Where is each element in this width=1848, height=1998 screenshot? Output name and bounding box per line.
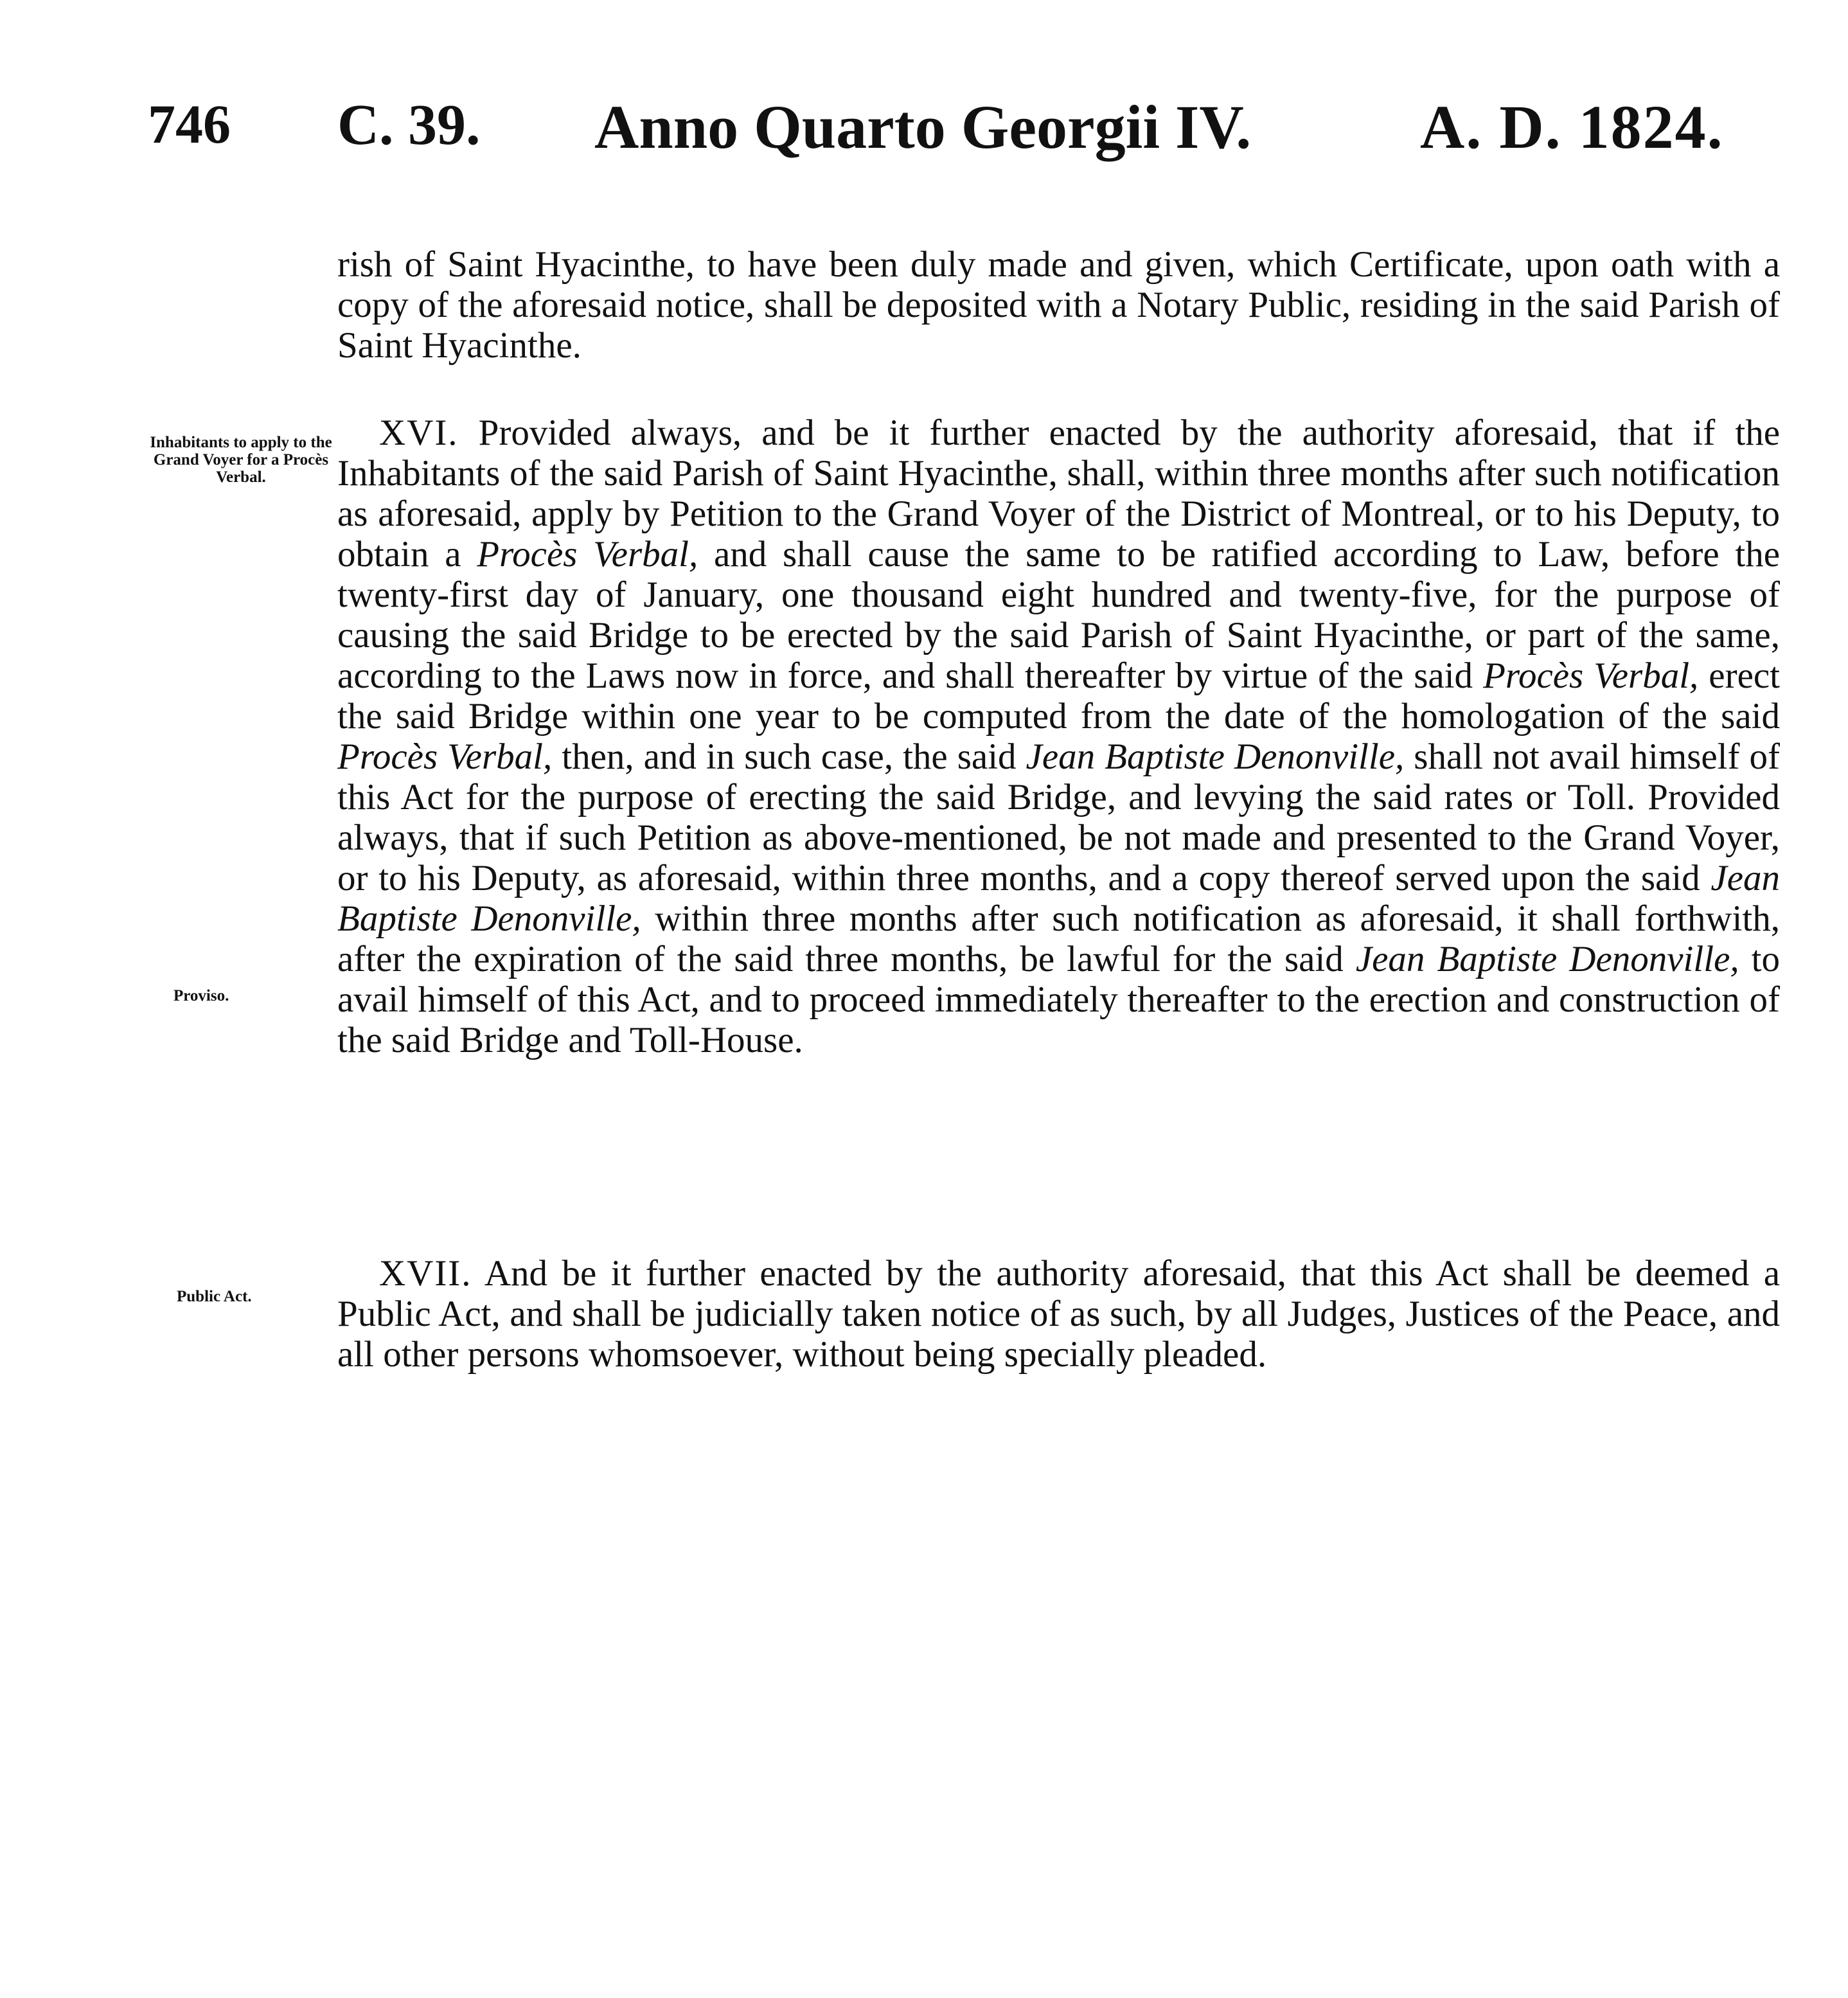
- margin-note-inhabitants: Inhabitants to apply to the Grand Voyer for a Procès Verbal.: [150, 434, 332, 486]
- section-xvii: [337, 1253, 1780, 1375]
- running-title: Anno Quarto Georgii IV.: [594, 93, 1252, 161]
- italic-term: Procès Verbal,: [477, 534, 698, 575]
- continuation-text: rish of Saint Hyacinthe, to have been duly made and given, which Certificate, upon oath with a copy of the aforesaid notice, shall be deposited with a Notary Public, residing in the said Parish of Saint Hyacinthe.: [337, 244, 1780, 366]
- italic-term: Procès Verbal,: [1483, 656, 1699, 696]
- section-xvii-text: [337, 1253, 1780, 1375]
- section-number: XVII.: [379, 1253, 472, 1294]
- italic-name: Jean Baptiste Denonville,: [337, 858, 1780, 939]
- margin-note-proviso: Proviso.: [173, 987, 229, 1004]
- section-text-run: to avail himself of this Act, and to proceed immediately thereafter to the erection and construction of the said Bridge and Toll-House.: [337, 939, 1780, 1060]
- year-date: A. D. 1824.: [1420, 93, 1724, 161]
- italic-term: Procès Verbal,: [337, 736, 553, 777]
- section-text-run: then, and in such case, the said: [552, 736, 1026, 777]
- section-xvi-text: [337, 413, 1780, 1060]
- continuation-paragraph: [337, 244, 1780, 366]
- section-xvi: [337, 413, 1780, 1060]
- chapter-number: C. 39.: [337, 93, 481, 157]
- section-number: XVI.: [379, 413, 459, 453]
- section-text-run: shall not avail himself of this Act for the purpose of erecting the said Bridge, and levying the said rates or Toll. Provided always, that if such Petition as above-mentioned, be not made and presented to the Grand Voyer, or to his Deputy, as aforesaid, within three months, and a copy thereof served upon the said: [337, 736, 1780, 898]
- margin-note-public-act: Public Act.: [177, 1288, 252, 1305]
- section-text-run: within three months after such notification as aforesaid, it shall forthwith, after the expiration of the said three months, be lawful for the said: [337, 898, 1780, 979]
- italic-name: Jean Baptiste Denonville,: [1026, 736, 1405, 777]
- section-text-run: Provided always, and be it further enacted by the authority aforesaid, that if the Inhabitants of the said Parish of Saint Hyacinthe, shall, within three months after such notification as aforesaid, apply by Petition to the Grand Voyer of the District of Montreal, or to his Deputy, to obtain a: [337, 413, 1780, 575]
- section-text-run: and shall cause the same to be ratified according to Law, before the twenty-first day of January, one thousand eight hundred and twenty-five, for the purpose of causing the said Bridge to be erected by the said Parish of Saint Hyacinthe, or part of the same, according to the Laws now in force, and shall thereafter by virtue of the said: [337, 534, 1780, 696]
- section-text-run: erect the said Bridge within one year to be computed from the date of the homologation of the said: [337, 656, 1781, 736]
- page-number: 746: [148, 93, 231, 155]
- section-text-run: And be it further enacted by the authority aforesaid, that this Act shall be deemed a Public Act, and shall be judicially taken notice of as such, by all Judges, Justices of the Peace, and all other persons whomsoever, without being specially pleaded.: [337, 1253, 1780, 1375]
- italic-name: Jean Baptiste Denonville,: [1355, 939, 1739, 979]
